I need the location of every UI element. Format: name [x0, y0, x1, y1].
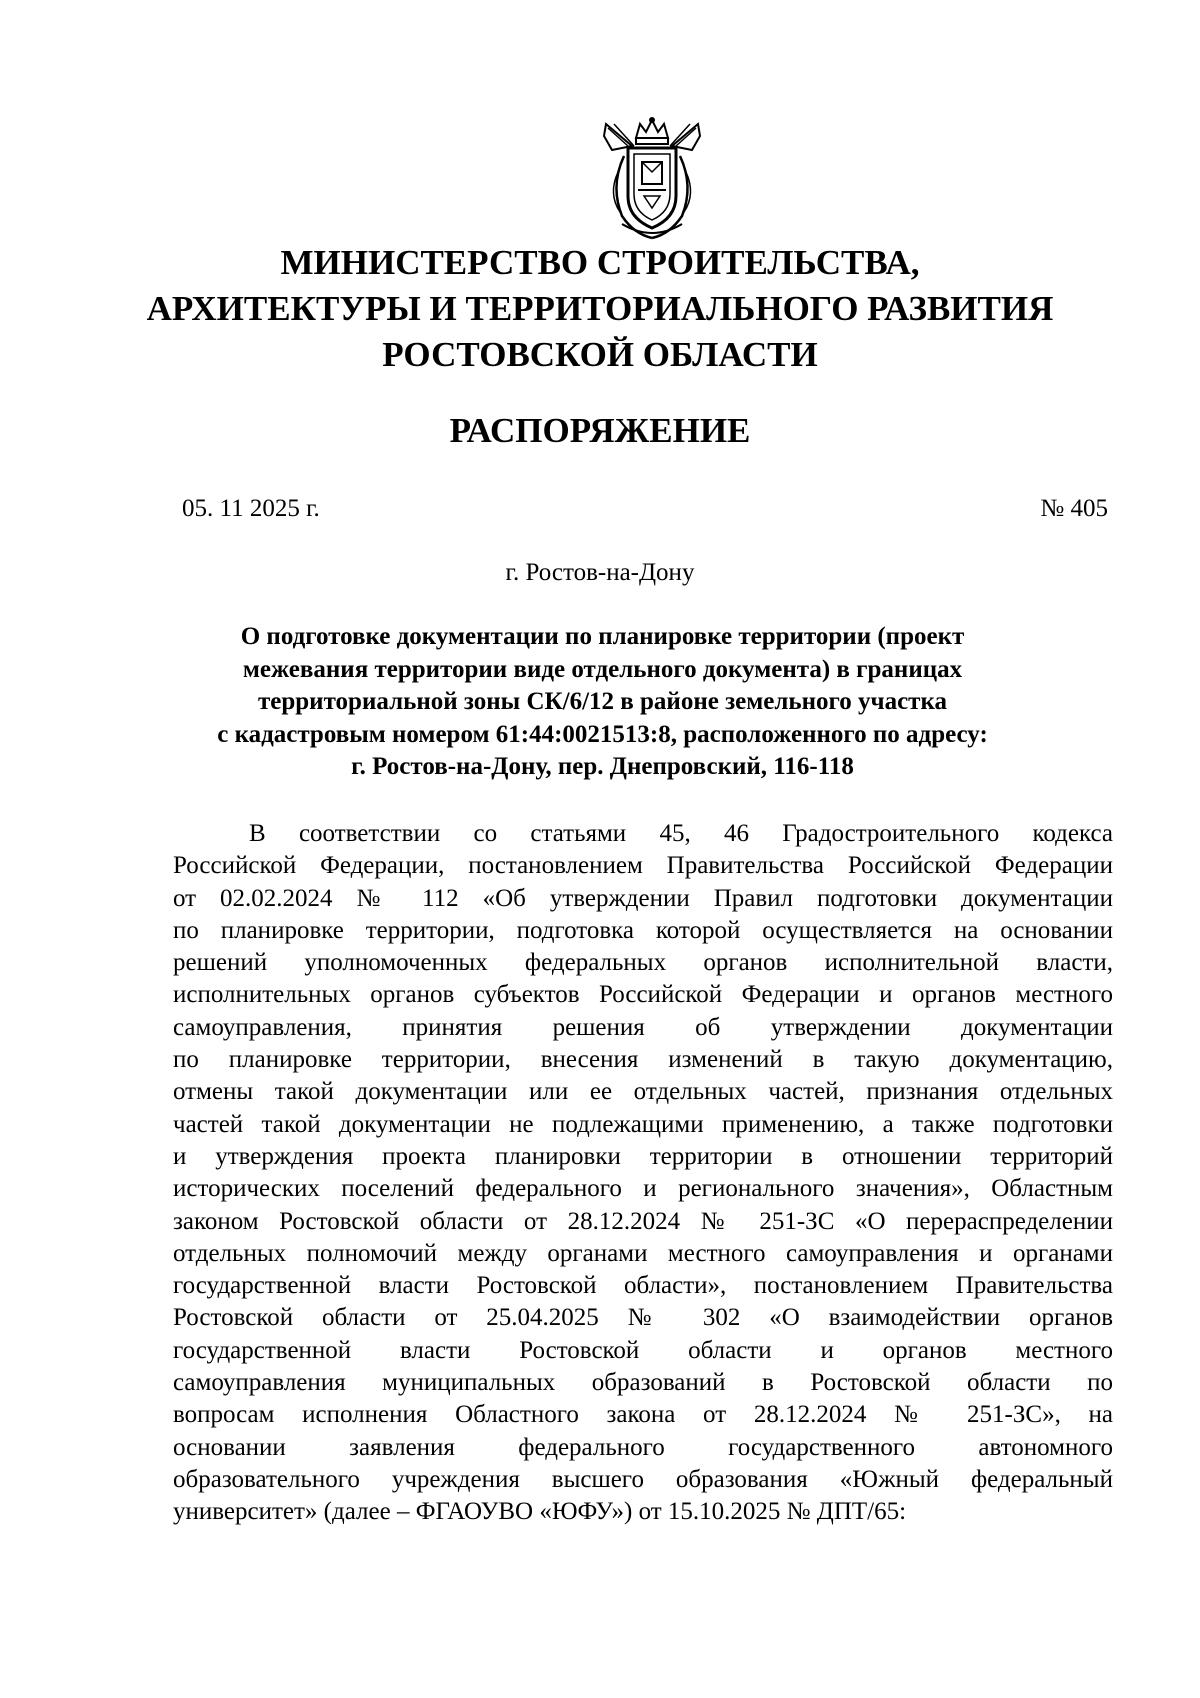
body-line: и утверждения проекта планировки территории в отношении территорий: [173, 1142, 1113, 1170]
body-line: В соответствии со статьями 45, 46 Градостроительного кодекса: [249, 820, 1113, 847]
subject-line: О подготовке документации по планировке территории (проект: [240, 623, 965, 650]
body-line: отмены такой документации или ее отдельных частей, признания отдельных: [173, 1078, 1113, 1106]
document-type-title: РАСПОРЯЖЕНИЕ: [449, 411, 751, 450]
body-line: Российской Федерации, постановлением Правительства Российской Федерации: [173, 852, 1113, 880]
body-line: по планировке территории, подготовка которой осуществляется на основании: [173, 916, 1113, 944]
body-line: вопросам исполнения Областного закона от 28.12.2024 № 251-ЗС», на: [173, 1401, 1113, 1429]
body-line: самоуправления, принятия решения об утверждении документации: [173, 1013, 1113, 1041]
document-city: г. Ростов-на-Дону: [505, 559, 695, 586]
body-line: по планировке территории, внесения изменений в такую документацию,: [173, 1046, 1113, 1074]
body-line: решений уполномоченных федеральных органов исполнительной власти,: [173, 949, 1113, 977]
body-line: основании заявления федерального государственного автономного: [173, 1433, 1113, 1461]
body-line: исторических поселений федерального и регионального значения», Областным: [173, 1175, 1113, 1203]
body-line: от 02.02.2024 № 112 «Об утверждении Правил подготовки документации: [173, 884, 1113, 912]
body-line: государственной власти Ростовской области», постановлением Правительства: [173, 1272, 1113, 1300]
coat-of-arms-icon: [598, 116, 706, 242]
subject-line: с кадастровым номером 61:44:0021513:8, расположенного по адресу:: [217, 720, 988, 748]
subject-line: территориальной зоны СК/6/12 в районе земельного участка: [258, 688, 947, 715]
body-line: исполнительных органов субъектов Российской Федерации и органов местного: [173, 981, 1113, 1009]
subject-line: г. Ростов-на-Дону, пер. Днепровский, 116-118: [351, 753, 854, 780]
body-line: образовательного учреждения высшего образования «Южный федеральный: [173, 1465, 1113, 1493]
subject-line: межевания территории виде отдельного документа) в границах: [242, 655, 963, 683]
body-line: законом Ростовской области от 28.12.2024 № 251-ЗС «О перераспределении: [173, 1207, 1113, 1235]
body-line: государственной власти Ростовской области и органов местного: [173, 1336, 1113, 1364]
body-line: университет» (далее – ФГАОУВО «ЮФУ») от 15.10.2025 № ДПТ/65:: [173, 1498, 907, 1526]
ministry-name-line: МИНИСТЕРСТВО СТРОИТЕЛЬСТВА,: [280, 243, 920, 282]
body-line: самоуправления муниципальных образований в Ростовской области по: [173, 1369, 1113, 1397]
ministry-name-line: РОСТОВСКОЙ ОБЛАСТИ: [382, 335, 818, 374]
ministry-name-line: АРХИТЕКТУРЫ И ТЕРРИТОРИАЛЬНОГО РАЗВИТИЯ: [146, 289, 1054, 328]
body-line: Ростовской области от 25.04.2025 № 302 «О взаимодействии органов: [173, 1304, 1113, 1332]
ministry-name: [100, 240, 1100, 378]
document-subject: [180, 621, 1025, 784]
body-paragraph: [173, 818, 1113, 1529]
body-line: частей такой документации не подлежащими применению, а также подготовки: [173, 1110, 1113, 1138]
body-line: отдельных полномочий между органами местного самоуправления и органами: [173, 1239, 1113, 1267]
document-date: 05. 11 2025 г.: [182, 495, 320, 522]
document-number: № 405: [1040, 495, 1108, 522]
